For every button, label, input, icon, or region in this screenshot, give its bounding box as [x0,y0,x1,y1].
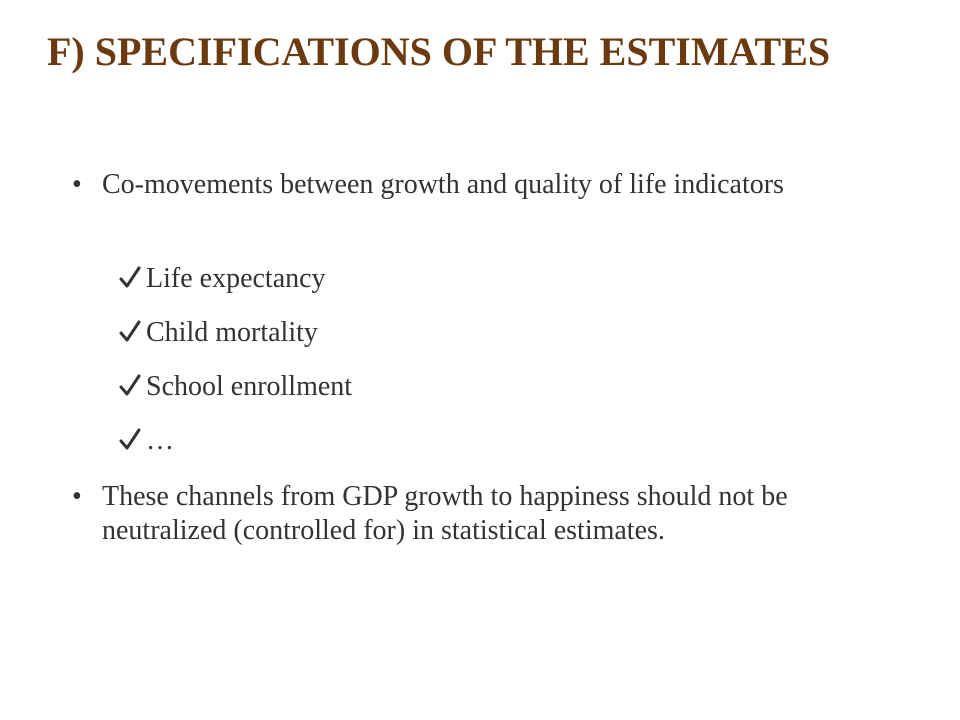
checklist-label: … [146,425,174,456]
check-icon [118,425,142,453]
bullet-text: Co-movements between growth and quality of life indicators [102,169,784,200]
checklist-label: Child mortality [146,317,318,348]
checklist-item [118,424,818,458]
checklist-label: Life expectancy [146,263,326,294]
checklist-label: School enrollment [146,371,353,402]
checklist-item [118,316,818,350]
checklist-item [118,262,818,296]
check-icon [118,263,142,291]
check-icon [118,371,142,399]
bullet-marker: • [72,169,82,200]
checklist-item [118,370,818,404]
bullet-marker: • [72,481,82,512]
bullet-text: These channels from GDP growth to happiness should not be neutralized (controlled for) in statistical estimates. [102,481,788,546]
check-icon [118,317,142,345]
slide-title: F) SPECIFICATIONS OF THE ESTIMATES [47,29,831,74]
